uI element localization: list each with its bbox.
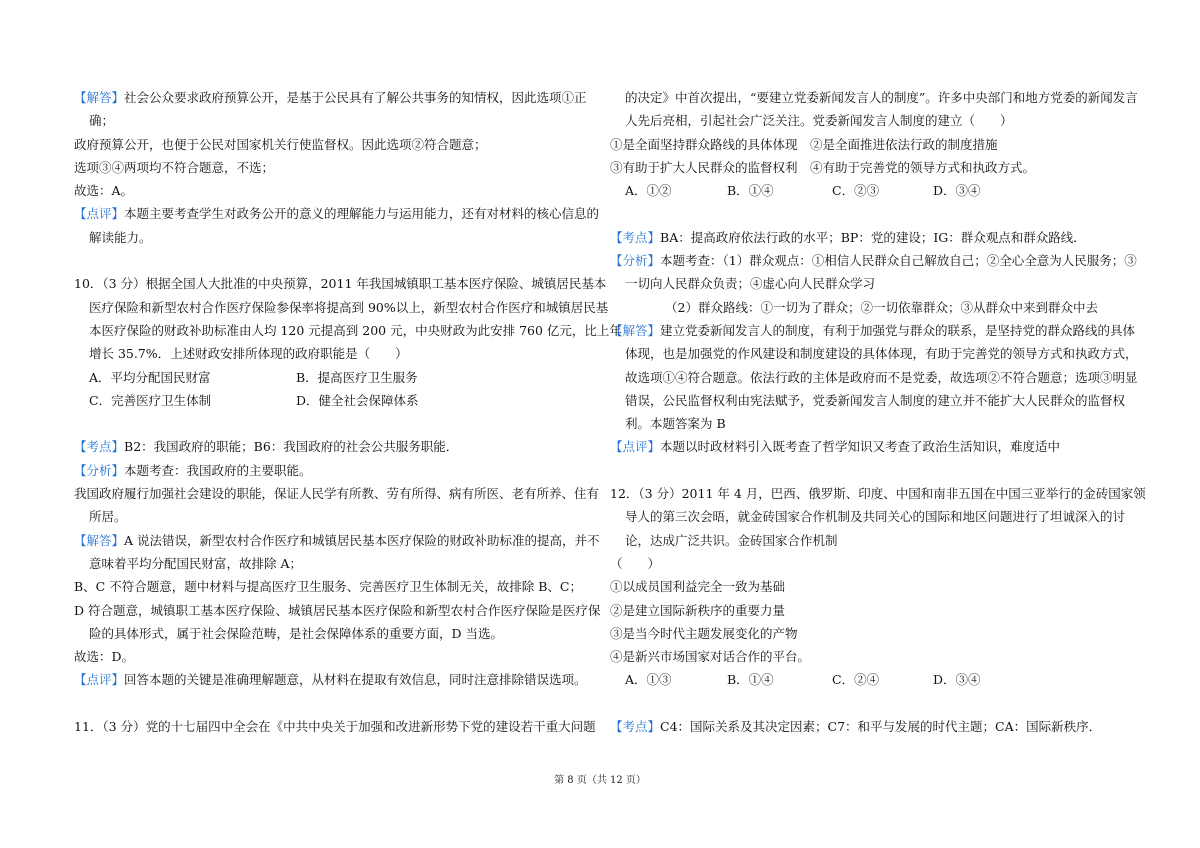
line-text: 故选：D。 [74,649,135,665]
text-line [610,482,1146,505]
line-text: 增长 35.7%．上述财政安排所体现的政府职能是（ ） [89,346,408,362]
section-tag: 【解答】 [74,532,125,548]
line-text: 社会公众要求政府预算公开，是基于公民具有了解公共事务的知情权，因此选项①正 [124,90,587,105]
text-line [610,389,1132,412]
text-line [74,296,609,319]
text-line [74,109,596,132]
text-line [610,319,1136,342]
line-text: 确； [89,113,115,129]
text-line [610,156,1132,179]
text-line [610,645,1132,668]
text-line [610,226,1132,249]
line-text: 论，达成广泛共识。金砖国家合作机制 [625,532,838,548]
text-line [74,599,601,622]
text-line [74,319,622,342]
text-line [610,715,1132,738]
line-text: 体现，也是加强党的作风建设和制度建设的具体体现，有助于完善党的领导方式和执政方式， [625,346,1138,362]
right-column [610,86,1146,738]
line-text: 政府预算公开，也便于公民对国家机关行使监督权。因此选项②符合题意； [74,136,487,152]
line-text: B2：我国政府的职能；B6：我国政府的社会公共服务职能． [124,439,459,455]
text-line [610,272,1132,295]
line-text: 意味着平均分配国民财富，故排除 A； [89,555,303,571]
text-line [610,435,1132,458]
text-line [610,342,1138,365]
line-text: ②是建立国际新秩序的重要力量 [610,602,786,618]
line-text: C4：国际关系及其决定因素；C7：和平与发展的时代主题；CA：国际新秩序． [660,719,1102,735]
answer-option: D．③④ [933,183,981,199]
spacer [74,692,596,715]
text-line [610,109,1132,132]
text-line [74,179,596,202]
answer-options [74,366,596,389]
section-tag: 【考点】 [74,439,125,455]
line-text: 所居。 [89,509,127,525]
line-text: ④是新兴市场国家对话合作的平台。 [610,649,811,665]
line-text: ③是当今时代主题发展变化的产物 [610,625,798,641]
line-text: 险的具体形式，属于社会保险范畴，是社会保障体系的重要方面，D 当选。 [89,625,503,641]
line-text: （ ） [610,555,661,571]
answer-options [74,389,596,412]
text-line [610,366,1138,389]
text-line [74,133,596,156]
text-line [74,575,596,598]
line-text: 导人的第三次会晤，就金砖国家合作机制及共同关心的国际和地区问题进行了坦诚深入的讨 [625,509,1126,525]
line-text: 12．（3 分）2011 年 4 月，巴西、俄罗斯、印度、中国和南非五国在中国三亚举行的金砖国家领 [610,486,1146,502]
text-line [74,552,596,575]
line-text: ①是全面坚持群众路线的具体体现 ②是全面推进依法行政的制度措施 [610,136,998,152]
line-text: 选项③④两项均不符合题意，不选； [74,159,275,175]
text-line [610,575,1132,598]
line-text: 人先后亮相，引起社会广泛关注。党委新闻发言人制度的建立（ ） [625,113,1013,129]
line-text: 回答本题的关键是准确理解题意，从材料在提取有效信息，同时注意排除错误选项。 [124,672,587,688]
left-column [74,86,622,738]
answer-option: A．平均分配国民财富 [89,369,211,385]
answer-option: C．②③ [832,183,880,199]
section-tag: 【分析】 [610,253,661,269]
text-line [610,296,1132,319]
text-line [610,412,1132,435]
section-tag: 【解答】 [610,322,661,338]
line-text: ①以成员国利益完全一致为基础 [610,579,786,595]
answer-option: B．①④ [727,183,774,199]
spacer [610,459,1132,482]
text-line [610,505,1132,528]
line-text: 10．（3 分）根据全国人大批准的中央预算，2011 年我国城镇职工基本医疗保险、城镇居民基本 [74,276,607,292]
text-line [74,435,596,458]
text-line [74,202,600,225]
section-tag: 【分析】 [74,462,125,478]
text-line [74,668,596,691]
line-text: 利。本题答案为 B [625,416,726,432]
line-text: BA：提高政府依法行政的水平；BP：党的建设；IG：群众观点和群众路线． [660,229,1086,245]
section-tag: 【考点】 [610,719,661,735]
text-line [74,622,596,645]
text-line [74,272,607,295]
text-line [74,86,596,109]
line-text: 本医疗保险的财政补助标准由人均 120 元提高到 200 元，中央财政为此安排 760 亿元，比上年 [89,322,622,338]
line-text: 解读能力。 [89,229,152,245]
answer-option: D．健全社会保障体系 [296,392,419,408]
answer-option: B．①④ [727,672,774,688]
text-line [74,505,596,528]
text-line [610,622,1132,645]
line-text: 错误，公民监督权利由宪法赋予，党委新闻发言人制度的建立并不能扩大人民群众的监督权 [625,392,1126,408]
spacer [74,412,596,435]
text-line [74,459,596,482]
answer-option: A．①② [625,183,672,199]
line-text: 本题考查：我国政府的主要职能。 [124,462,312,478]
text-line [610,529,1132,552]
text-line [74,482,600,505]
answer-option: C．完善医疗卫生体制 [89,392,212,408]
spacer [610,202,1132,225]
section-tag: 【点评】 [74,206,125,222]
line-text: ③有助于扩大人民群众的监督权利 ④有助于完善党的领导方式和执政方式。 [610,159,1036,175]
answer-option: D．③④ [933,672,981,688]
line-text: 本题考查：（1）群众观点：①相信人民群众自己解放自己；②全心全意为人民服务；③ [660,253,1137,269]
answer-option: B．提高医疗卫生服务 [296,369,418,385]
line-text: A 说法错误，新型农村合作医疗和城镇居民基本医疗保险的财政补助标准的提高，并不 [124,532,600,548]
text-line [610,599,1132,622]
line-text: 11．（3 分）党的十七届四中全会在《中共中央关于加强和改进新形势下党的建设若干重大问题 [74,719,596,735]
text-line [610,552,1132,575]
text-line [610,249,1137,272]
text-line [610,133,1132,156]
line-text: B、C 不符合题意，题中材料与提高医疗卫生服务、完善医疗卫生体制无关，故排除 B、C； [74,579,582,595]
line-text: D 符合题意，城镇职工基本医疗保险、城镇居民基本医疗保险和新型农村合作医疗保险是医疗保 [74,602,601,618]
line-text: 建立党委新闻发言人的制度，有利于加强党与群众的联系，是坚持党的群众路线的具体 [660,322,1136,338]
answer-options [610,179,1132,202]
line-text: 故选：A。 [74,183,134,199]
page-footer: 第 8 页（共 12 页） [554,775,646,786]
section-tag: 【点评】 [610,439,661,455]
spacer [610,692,1132,715]
line-text: 医疗保险和新型农村合作医疗保险参保率将提高到 90%以上，新型农村合作医疗和城镇居民基 [89,299,609,315]
line-text: 一切向人民群众负责；④虚心向人民群众学习 [625,276,876,292]
answer-option: C．②④ [832,672,880,688]
line-text: 的决定》中首次提出，“要建立党委新闻发言人的制度”。许多中央部门和地方党委的新闻发言 [625,90,1138,105]
text-line [74,156,596,179]
answer-option: A．①③ [625,672,672,688]
answer-options [610,668,1132,691]
section-tag: 【考点】 [610,229,661,245]
spacer [74,249,596,272]
text-line [610,86,1138,109]
section-tag: 【点评】 [74,672,125,688]
line-text: 本题主要考查学生对政务公开的意义的理解能力与运用能力，还有对材料的核心信息的 [124,206,600,222]
text-line [74,645,596,668]
text-line [74,342,596,365]
text-line [74,226,596,249]
text-line [74,529,600,552]
line-text: （2）群众路线：①一切为了群众；②一切依靠群众；③从群众中来到群众中去 [665,299,1098,315]
line-text: 故选项①④符合题意。依法行政的主体是政府而不是党委，故选项②不符合题意；选项③明显 [625,369,1138,385]
text-line [74,715,596,738]
section-tag: 【解答】 [74,90,125,105]
line-text: 本题以时政材料引入既考查了哲学知识又考查了政治生活知识，难度适中 [660,439,1061,455]
line-text: 我国政府履行加强社会建设的职能，保证人民学有所教、劳有所得、病有所医、老有所养、住有 [74,486,600,502]
